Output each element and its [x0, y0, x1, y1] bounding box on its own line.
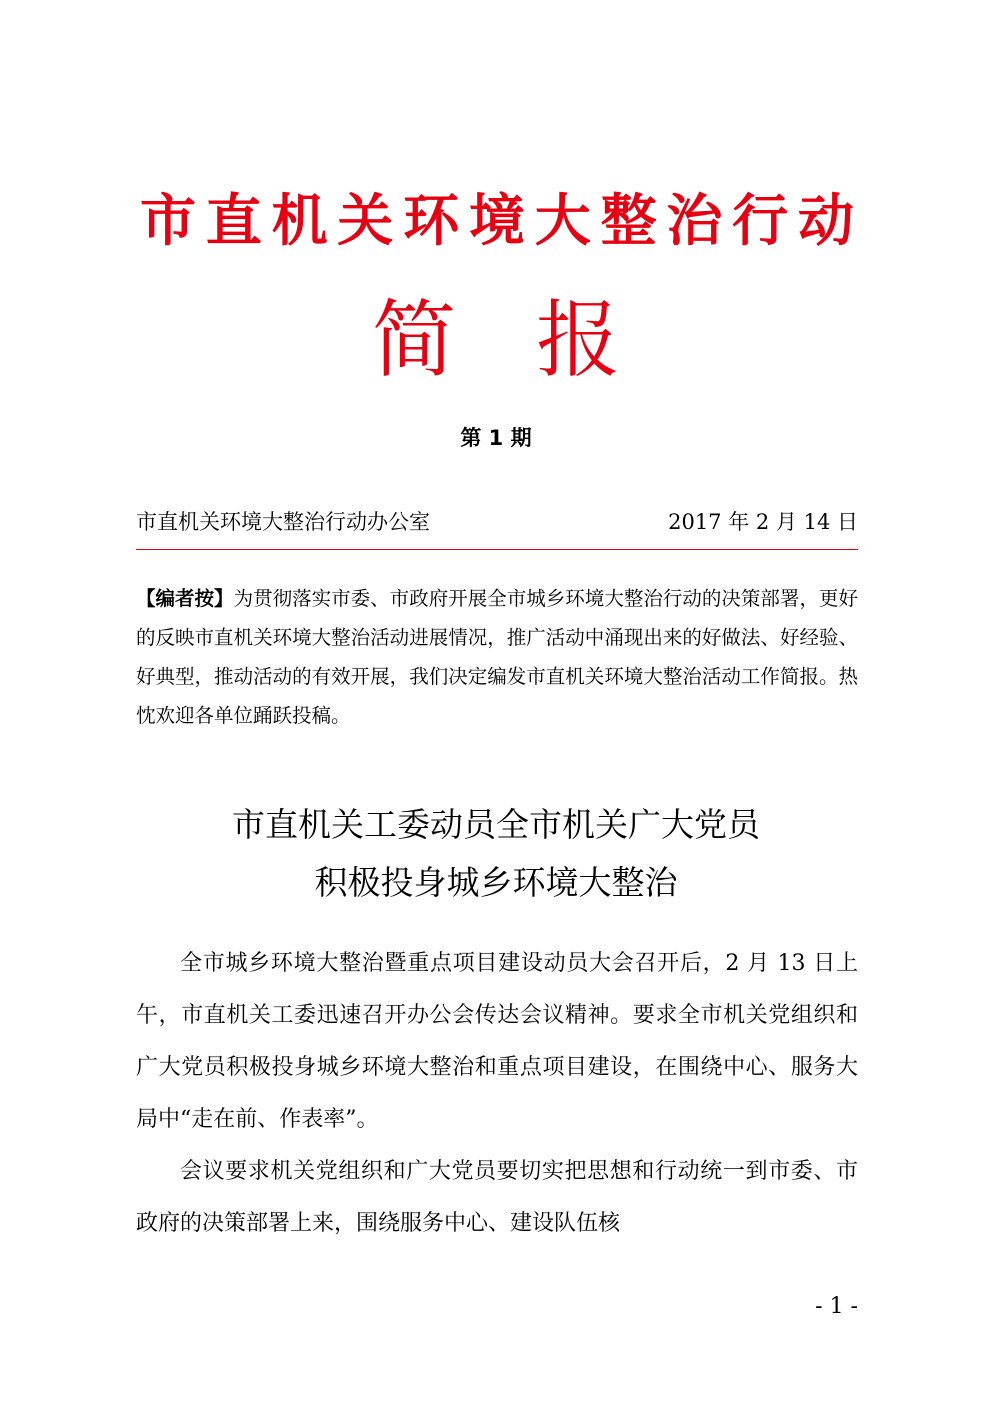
article-title-line: 市直机关工委动员全市机关广大党员	[232, 805, 760, 844]
masthead-char: 整	[600, 188, 657, 254]
masthead-char: 行	[732, 188, 789, 254]
article-body	[136, 938, 858, 1250]
masthead-char: 关	[337, 188, 394, 254]
bulletin-title: 简 报	[371, 291, 621, 389]
article-paragraph: 全市城乡环境大整治暨重点项目建设动员大会召开后，2 月 13 日上午，市直机关工委迅速召开办公会传达会议精神。要求全市机关党组织和广大党员积极投身城乡环境大整治和重点项目建设，在围绕中心、服务大局中“走在前、作表率”。	[136, 951, 858, 1132]
masthead-char: 动	[797, 188, 854, 254]
article-paragraph: 会议要求机关党组织和广大党员要切实把思想和行动统一到市委、市政府的决策部署上来，围绕服务中心、建设队伍核	[136, 1159, 858, 1236]
article-title-line: 积极投身城乡环境大整治	[314, 863, 678, 902]
red-divider-line	[136, 549, 858, 550]
editor-note-text: 为贯彻落实市委、市政府开展全市城乡环境大整治行动的决策部署，更好的反映市直机关环境大整治活动进展情况，推广活动中涌现出来的好做法、好经验、好典型，推动活动的有效开展，我们决定编发市直机关环境大整治活动工作简报。热忱欢迎各单位踊跃投稿。	[136, 587, 858, 727]
page-number: - 1 -	[815, 1294, 858, 1319]
issue-number: 第 1 期	[460, 426, 532, 450]
masthead-title	[136, 185, 858, 257]
masthead-char: 环	[403, 188, 460, 254]
editor-note	[136, 579, 858, 735]
masthead-char: 机	[271, 188, 328, 254]
article-title	[0, 796, 992, 912]
issuer-name: 市直机关环境大整治行动办公室	[136, 510, 430, 534]
issue-date: 2017 年 2 月 14 日	[668, 510, 858, 534]
editor-note-label: 【编者按】	[136, 587, 234, 610]
masthead-char: 大	[534, 188, 591, 254]
masthead-char: 市	[140, 188, 196, 254]
masthead-char: 直	[205, 188, 262, 254]
issuer-row	[136, 504, 858, 540]
masthead-char: 境	[468, 188, 525, 254]
masthead-char: 治	[666, 188, 723, 254]
